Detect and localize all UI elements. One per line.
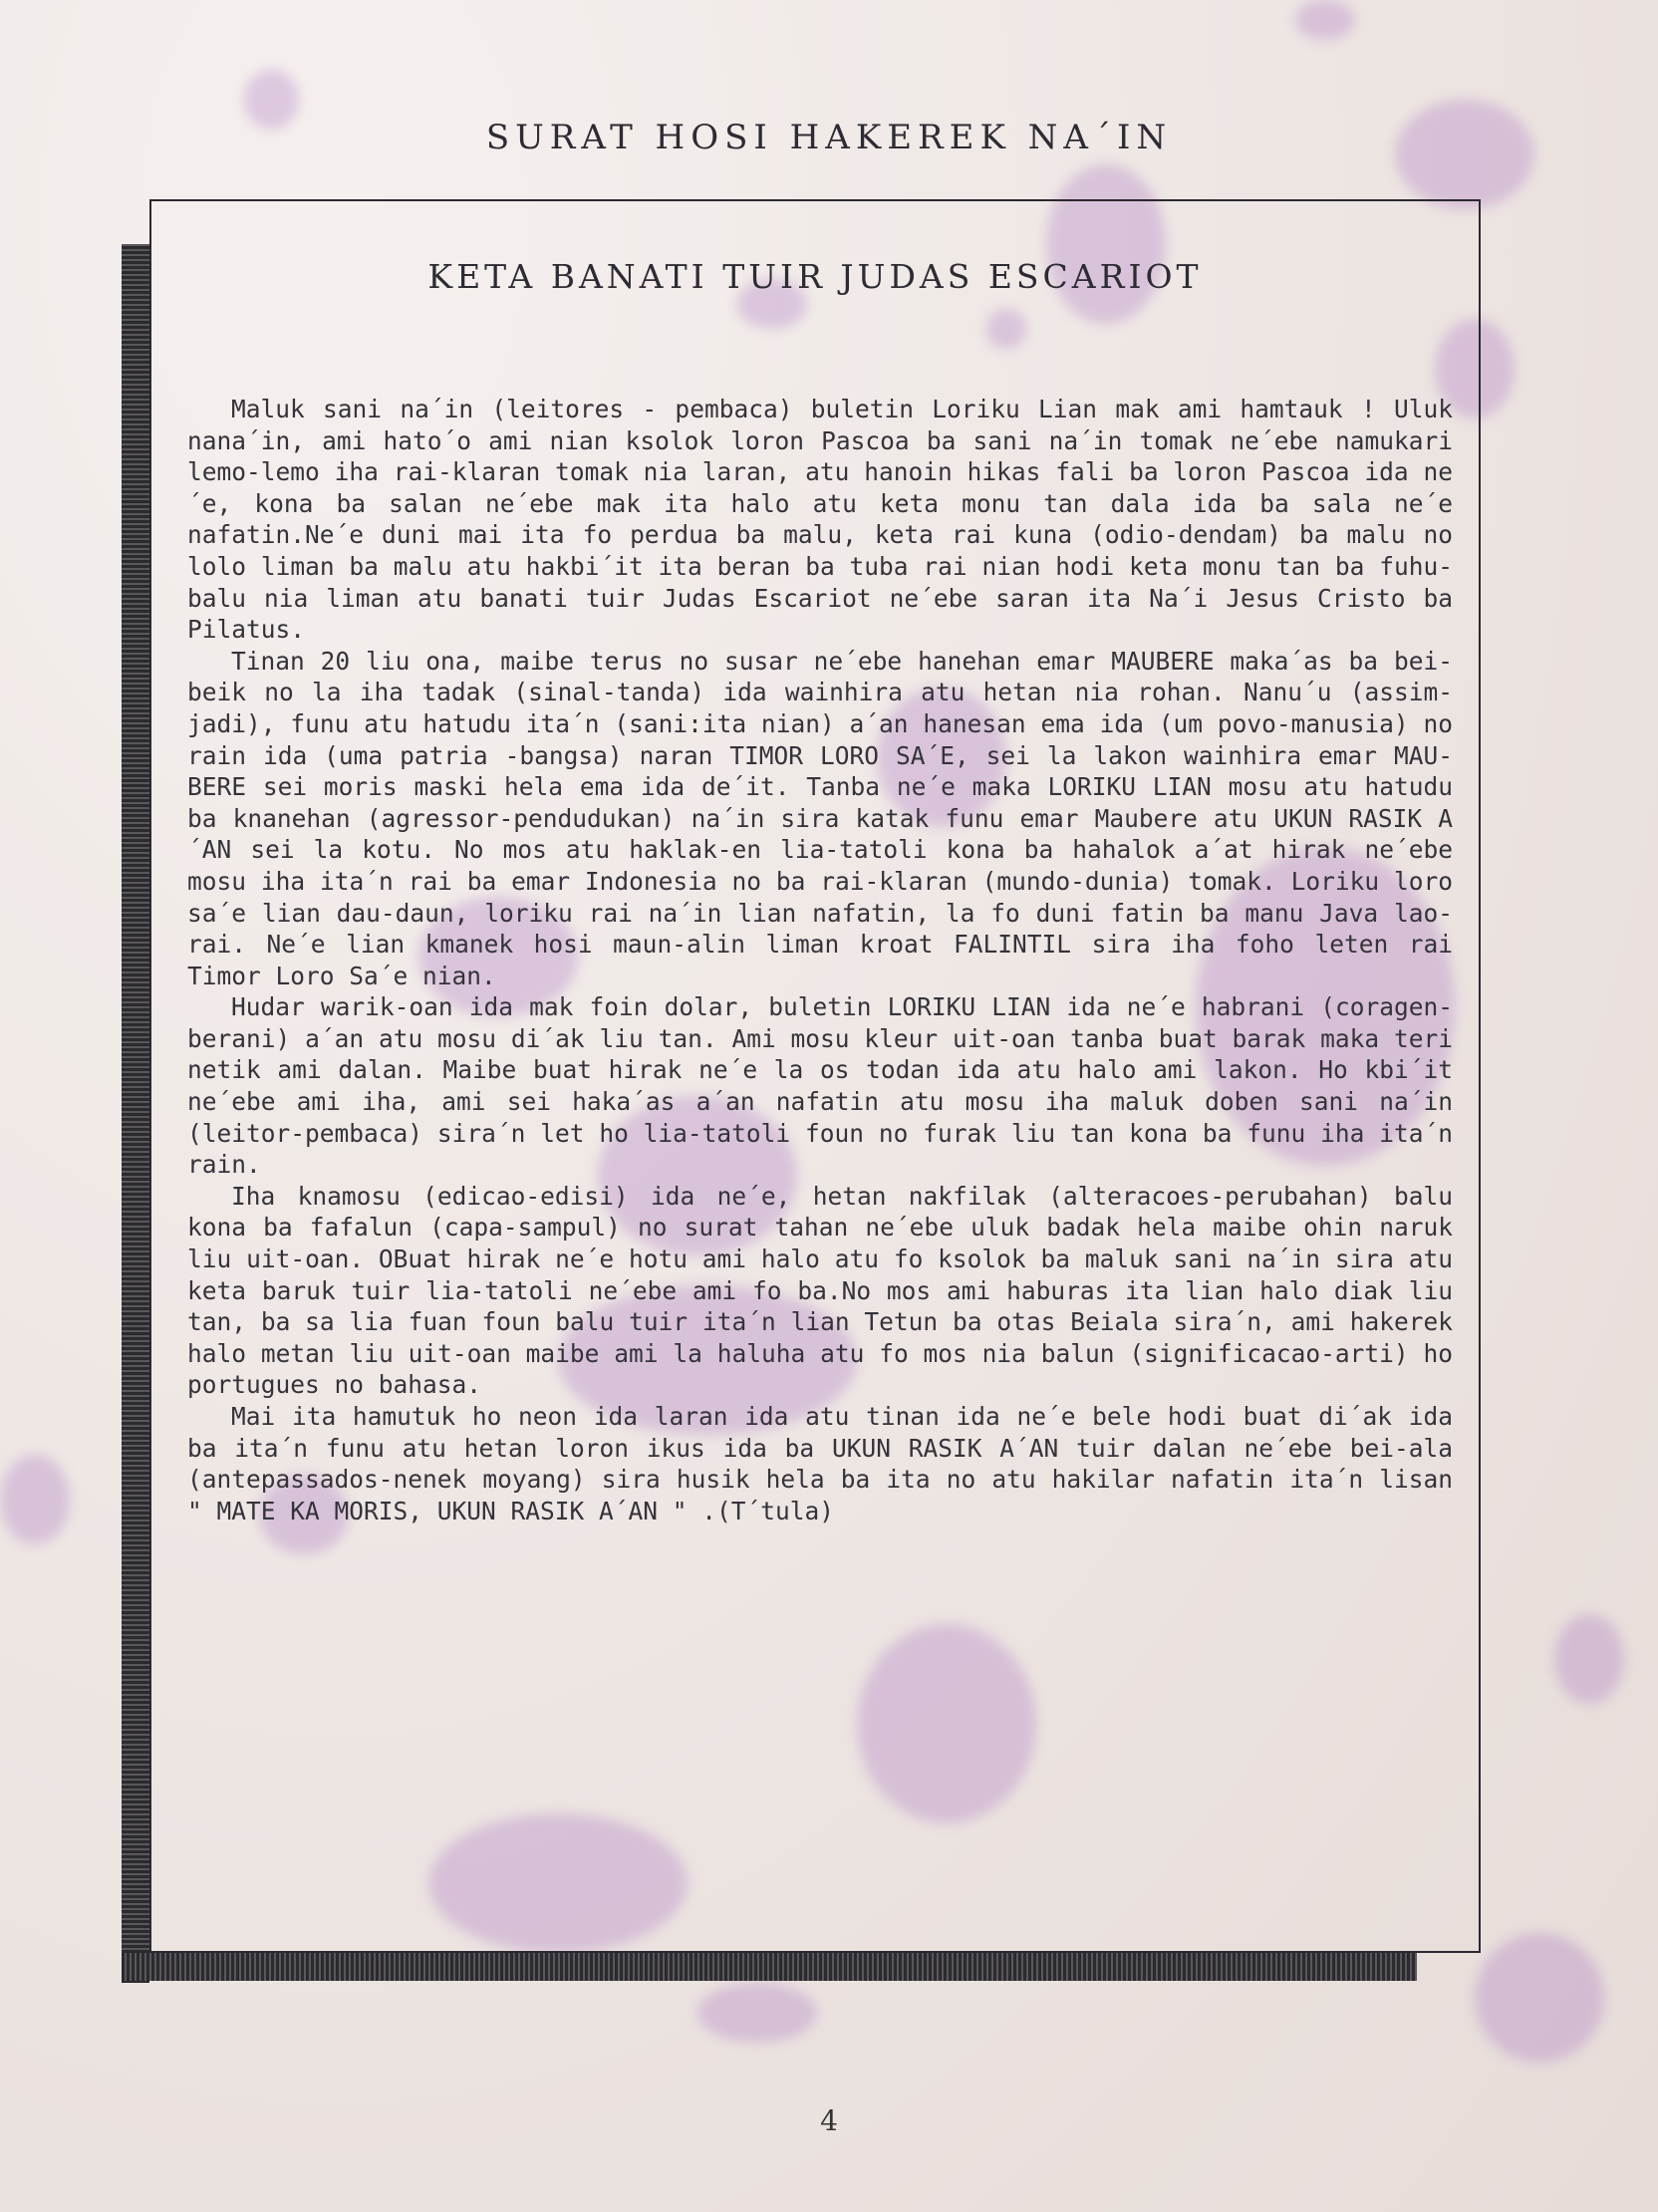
article-title: KETA BANATI TUIR JUDAS ESCARIOT <box>427 257 1203 296</box>
ink-stain <box>697 1983 817 2043</box>
frame-shadow-left <box>122 244 149 1983</box>
ink-stain <box>1554 1614 1624 1704</box>
page-header-title: SURAT HOSI HAKEREK NA´IN <box>485 118 1173 157</box>
ink-stain <box>1475 1933 1604 2063</box>
paragraph: Maluk sani na´in (leitores - pembaca) buletin Loriku Lian mak ami hamtauk ! Uluk nana´in, ami hato´o ami nian ksolok loron Pascoa ba sani na´in tomak ne´ebe namukari lemo-lemo iha rai-klaran tomak nia laran, atu hanoin hikas fali ba loron Pascoa ida ne´e, kona ba salan ne´ebe mak ita halo atu keta monu tan dala ida ba sala ne´e nafatin.Ne´e duni mai ita fo perdua ba malu, keta rai kuna (odio-dendam) ba malu no lolo liman ba malu atu hakbi´it ita beran ba tuba rai nian hodi keta monu tan ba fuhu-balu nia liman atu banati tuir Judas Escariot ne´ebe saran ita Na´i Jesus Cristo ba Pilatus. <box>187 395 1453 645</box>
paragraph: Iha knamosu (edicao-edisi) ida ne´e, hetan nakfilak (alteracoes-perubahan) balu kona ba fafalun (capa-sampul) no surat tahan ne´ebe uluk badak hela maibe ohin naruk liu uit-oan. OBuat hirak ne´e hotu ami halo atu fo ksolok ba maluk sani na´in sira atu keta baruk tuir lia-tatoli ne´ebe ami fo ba.No mos ami haburas ita lian halo diak liu tan, ba sa lia fuan foun balu tuir ita´n lian Tetun ba otas Beiala sira´n, ami hakerek halo metan liu uit-oan maibe ami la haluha atu fo mos nia balun (significacao-arti) ho portugues no bahasa. <box>187 1181 1453 1400</box>
ink-stain <box>1295 0 1355 40</box>
frame-shadow-bottom <box>122 1953 1417 1981</box>
paragraph: Hudar warik-oan ida mak foin dolar, buletin LORIKU LIAN ida ne´e habrani (coragen-berani) a´an atu mosu di´ak liu tan. Ami mosu kleur uit-oan tanba buat barak maka teri netik ami dalan. Maibe buat hirak ne´e la os todan ida atu halo ami lakon. Ho kbi´it ne´ebe ami iha, ami sei haka´as a´an nafatin atu mosu iha maluk doben sani na´in (leitor-pembaca) sira´n let ho lia-tatoli foun no furak liu tan kona ba funu iha ita´n rain. <box>187 992 1453 1180</box>
article-body <box>187 394 1453 1526</box>
paragraph: Mai ita hamutuk ho neon ida laran ida atu tinan ida ne´e bele hodi buat di´ak ida ba ita´n funu atu hetan loron ikus ida ba UKUN RASIK A´AN tuir dalan ne´ebe bei-ala (antepassados-nenek moyang) sira husik hela ba ita no atu hakilar nafatin ita´n lisan " MATE KA MORIS, UKUN RASIK A´AN " .(T´tula) <box>187 1402 1453 1525</box>
paragraph: Tinan 20 liu ona, maibe terus no susar ne´ebe hanehan emar MAUBERE maka´as ba bei-beik no la iha tadak (sinal-tanda) ida wainhira atu hetan nia rohan. Nanu´u (assim-jadi), funu atu hatudu ita´n (sani:ita nian) a´an hanesan ema ida (um povo-manusia) no rain ida (uma patria -bangsa) naran TIMOR LORO SA´E, sei la lakon wainhira emar MAU-BERE sei moris maski hela ema ida de´it. Tanba ne´e maka LORIKU LIAN mosu atu hatudu ba knanehan (agressor-pendudukan) na´in sira katak funu emar Maubere atu UKUN RASIK A´AN sei la kotu. No mos atu haklak-en lia-tatoli kona ba hahalok a´at hirak ne´ebe mosu iha ita´n rai ba emar Indonesia no ba rai-klaran (mundo-dunia) tomak. Loriku loro sa´e lian dau-daun, loriku rai na´in lian nafatin, la fo duni fatin ba manu Java lao-rai. Ne´e lian kmanek hosi maun-alin liman kroat FALINTIL sira iha foho leten rai Timor Loro Sa´e nian. <box>187 646 1453 990</box>
page-number: 4 <box>820 2104 838 2137</box>
ink-stain <box>0 1455 70 1544</box>
